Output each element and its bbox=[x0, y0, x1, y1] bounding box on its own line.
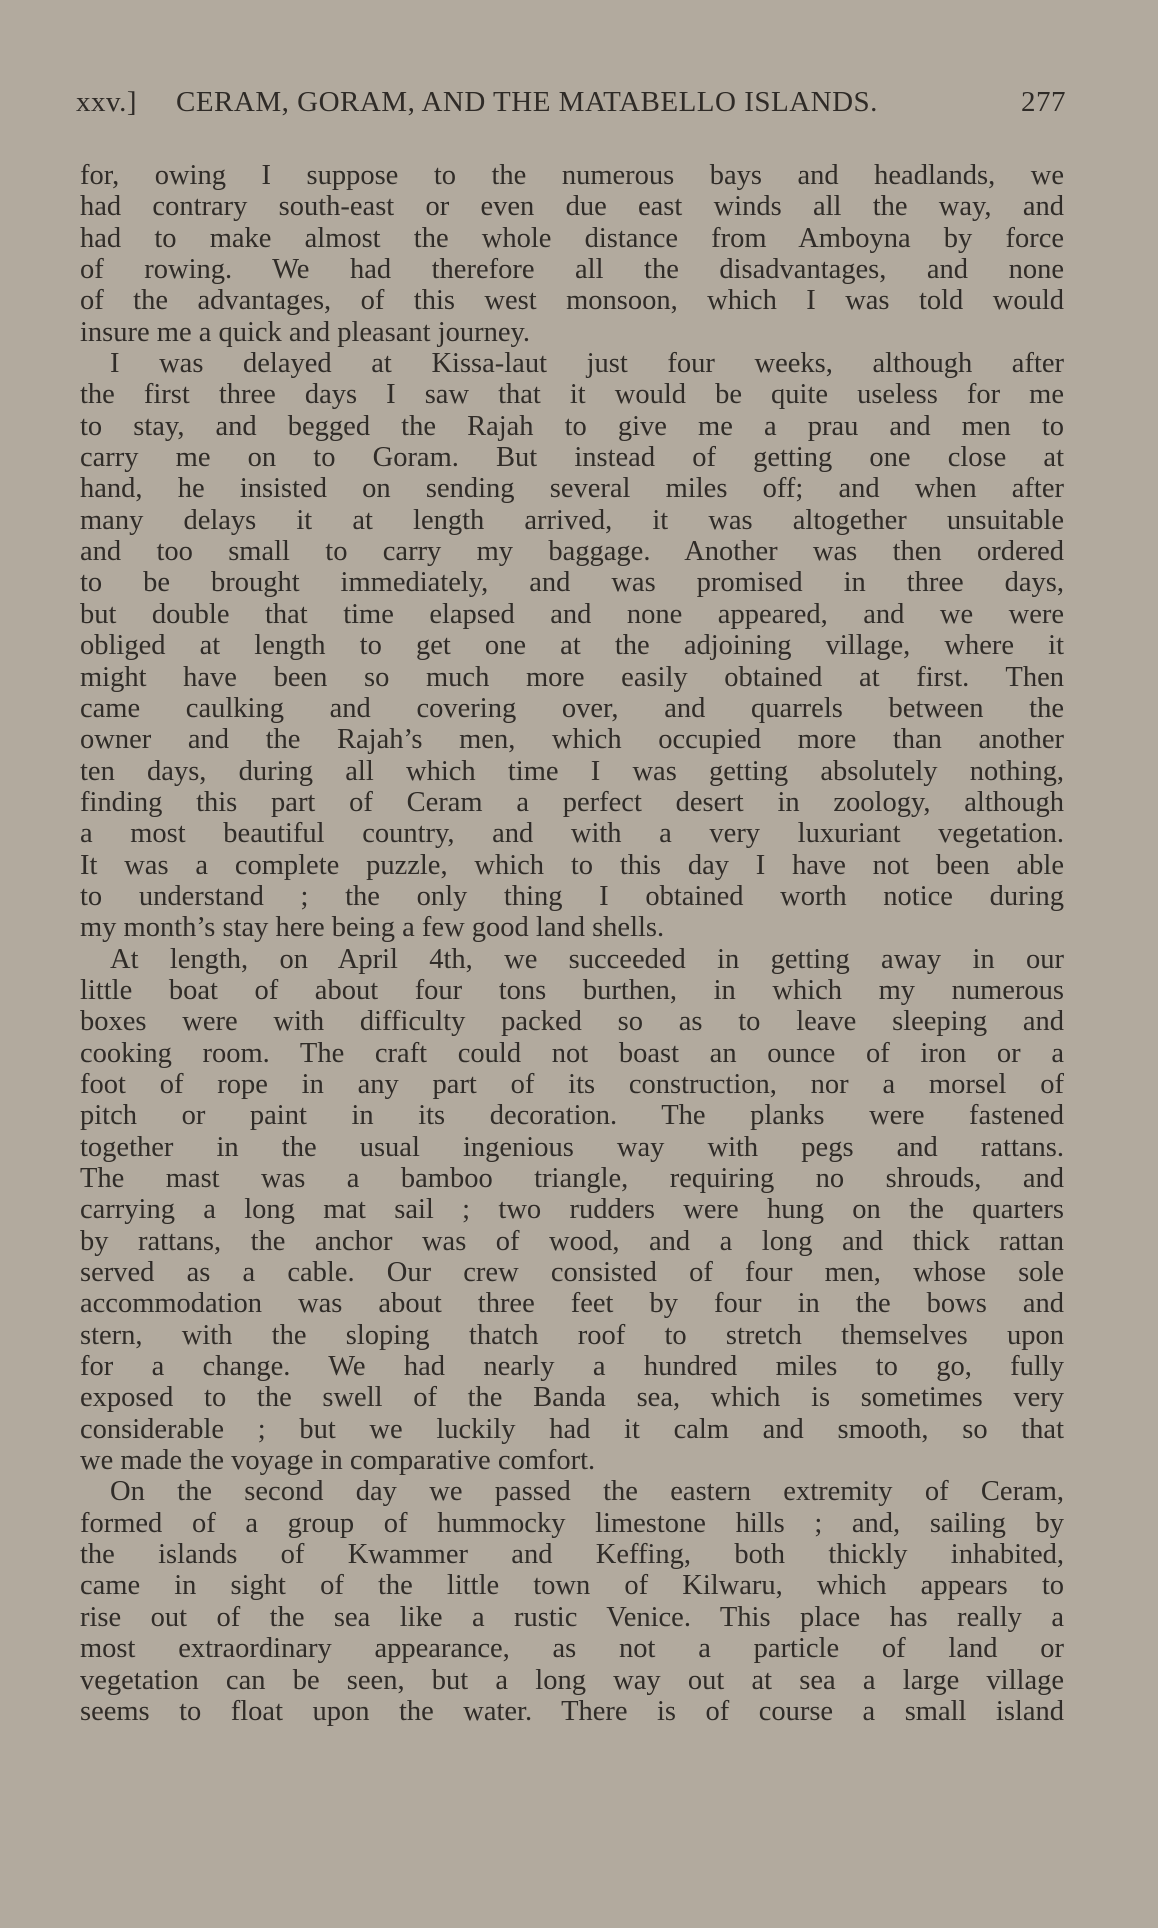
text-line: cooking room. The craft could not boast an ounce of iron or a bbox=[80, 1037, 1064, 1069]
running-title: CERAM, GORAM, AND THE MATABELLO ISLANDS. bbox=[176, 86, 878, 118]
text-line: ten days, during all which time I was getting absolutely nothing, bbox=[80, 755, 1064, 787]
page-number: 277 bbox=[1021, 86, 1066, 118]
paragraph bbox=[80, 944, 1064, 1477]
text-line: At length, on April 4th, we succeeded in getting away in our bbox=[110, 943, 1064, 975]
text-line: seems to float upon the water. There is of course a small island bbox=[80, 1695, 1064, 1727]
text-line: together in the usual ingenious way with pegs and rattans. bbox=[80, 1131, 1064, 1163]
text-line: The mast was a bamboo triangle, requiring no shrouds, and bbox=[80, 1163, 1064, 1194]
text-line: exposed to the swell of the Banda sea, which is sometimes very bbox=[80, 1382, 1064, 1414]
text-line: rise out of the sea like a rustic Venice. This place has really a bbox=[80, 1601, 1064, 1633]
paragraph bbox=[80, 348, 1064, 944]
text-line: we made the voyage in comparative comfort. bbox=[80, 1445, 596, 1477]
text-line: of the advantages, of this west monsoon, which I was told would bbox=[80, 285, 1064, 317]
text-line: for, owing I suppose to the numerous bays and headlands, we bbox=[80, 160, 1064, 191]
text-line: to stay, and begged the Rajah to give me a prau and men to bbox=[80, 410, 1064, 442]
text-line: stern, with the sloping thatch roof to stretch themselves upon bbox=[80, 1319, 1064, 1351]
text-line: the islands of Kwammer and Keffing, both thickly inhabited, bbox=[80, 1539, 1064, 1571]
text-line: boxes were with difficulty packed so as to leave sleeping and bbox=[80, 1006, 1064, 1038]
text-line: many delays it at length arrived, it was altogether unsuitable bbox=[80, 504, 1064, 536]
text-line: had contrary south-east or even due east winds all the way, and bbox=[80, 191, 1064, 223]
text-line: the first three days I saw that it would be quite useless for me bbox=[80, 379, 1064, 411]
text-line: served as a cable. Our crew consisted of four men, whose sole bbox=[80, 1257, 1064, 1289]
paragraph bbox=[80, 1476, 1064, 1727]
text-line: owner and the Rajah’s men, which occupied more than another bbox=[80, 724, 1064, 756]
text-line: On the second day we passed the eastern extremity of Ceram, bbox=[110, 1476, 1064, 1508]
text-line: but double that time elapsed and none appeared, and we were bbox=[80, 598, 1064, 630]
text-line: most extraordinary appearance, as not a particle of land or bbox=[80, 1633, 1064, 1665]
text-line: to understand ; the only thing I obtained worth notice during bbox=[80, 880, 1064, 912]
text-line: foot of rope in any part of its construction, nor a morsel of bbox=[80, 1068, 1064, 1100]
text-line: a most beautiful country, and with a very luxuriant vegetation. bbox=[80, 818, 1064, 850]
text-line: came in sight of the little town of Kilwaru, which appears to bbox=[80, 1570, 1064, 1602]
text-line: my month’s stay here being a few good land shells. bbox=[80, 912, 665, 944]
text-line: I was delayed at Kissa-laut just four weeks, although after bbox=[110, 348, 1064, 380]
text-line: considerable ; but we luckily had it calm and smooth, so that bbox=[80, 1413, 1064, 1445]
paragraph bbox=[80, 160, 1064, 348]
text-line: to be brought immediately, and was promised in three days, bbox=[80, 567, 1064, 599]
text-line: for a change. We had nearly a hundred miles to go, fully bbox=[80, 1351, 1064, 1383]
text-line: It was a complete puzzle, which to this day I have not been able bbox=[80, 849, 1064, 881]
text-line: vegetation can be seen, but a long way out at sea a large village bbox=[80, 1664, 1064, 1696]
text-line: accommodation was about three feet by four in the bows and bbox=[80, 1288, 1064, 1320]
text-line: carry me on to Goram. But instead of getting one close at bbox=[80, 442, 1064, 474]
text-line: formed of a group of hummocky limestone hills ; and, sailing by bbox=[80, 1507, 1064, 1539]
text-line: obliged at length to get one at the adjoining village, where it bbox=[80, 630, 1064, 662]
running-head bbox=[76, 86, 1066, 126]
text-line: carrying a long mat sail ; two rudders were hung on the quarters bbox=[80, 1194, 1064, 1226]
text-line: by rattans, the anchor was of wood, and a long and thick rattan bbox=[80, 1225, 1064, 1257]
text-line: little boat of about four tons burthen, in which my numerous bbox=[80, 974, 1064, 1006]
text-line: had to make almost the whole distance from Amboyna by force bbox=[80, 222, 1064, 254]
text-line: of rowing. We had therefore all the disadvantages, and none bbox=[80, 254, 1064, 286]
text-line: and too small to carry my baggage. Another was then ordered bbox=[80, 536, 1064, 568]
chapter-number: xxv.] bbox=[76, 86, 138, 118]
text-line: hand, he insisted on sending several miles off; and when after bbox=[80, 473, 1064, 505]
body-text bbox=[80, 160, 1064, 1727]
text-line: pitch or paint in its decoration. The planks were fastened bbox=[80, 1100, 1064, 1132]
text-line: finding this part of Ceram a perfect desert in zoology, although bbox=[80, 786, 1064, 818]
text-line: insure me a quick and pleasant journey. bbox=[80, 316, 531, 348]
text-line: came caulking and covering over, and quarrels between the bbox=[80, 692, 1064, 724]
text-line: might have been so much more easily obtained at first. Then bbox=[80, 661, 1064, 693]
